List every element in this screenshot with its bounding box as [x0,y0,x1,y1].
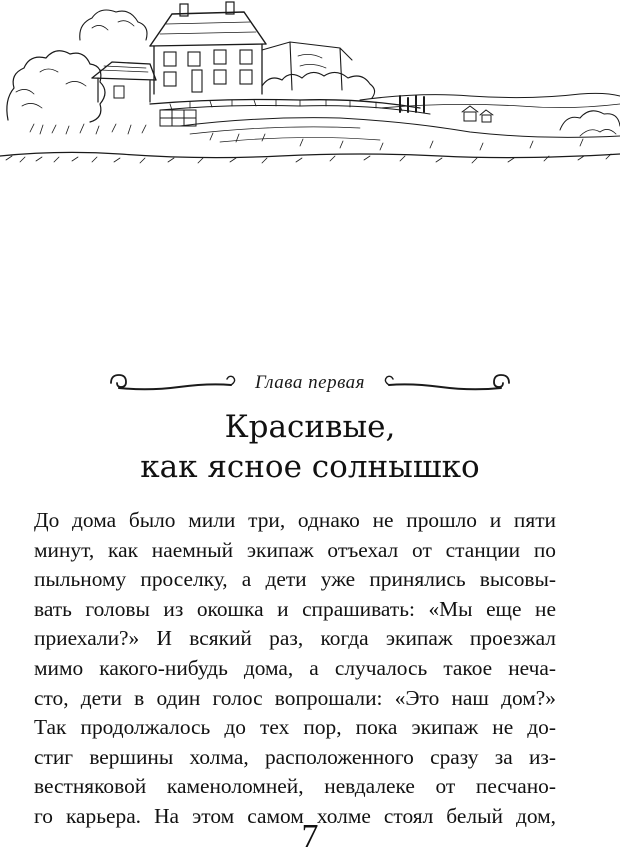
text-line: приехали?» И всякий раз, когда экипаж проезжал [34,626,556,651]
text-line: Так продолжалось до тех пор, пока экипаж не до- [34,715,556,740]
chapter-heading-row [80,368,540,398]
page-number: 7 [301,818,319,855]
text-line: сто, дети в один голос вопрошали: «Это наш дом?» [34,685,556,710]
left-flourish-icon [109,371,241,395]
chapter-title-line-2: как ясное солнышко [140,449,480,485]
text-line: вать головы из окошка и спрашивать: «Мы еще не [34,596,556,621]
text-line: мимо какого-нибудь дома, а случалось такое неча- [34,655,556,680]
body-paragraph [34,506,556,832]
cottage-illustration [0,0,620,175]
text-line: До дома было мили три, однако не прошло и пяти [34,508,556,532]
chapter-title-line-1: Красивые, [224,409,396,445]
text-line: го карьера. На этом самом холме стоял белый дом, [34,803,556,828]
text-line: пыльному проселку, а дети уже принялись высовы- [34,567,556,592]
right-flourish-icon [379,371,511,395]
text-line: минут, как наемный экипаж отъехал от станции по [34,537,556,562]
text-line: вестняковой каменоломней, невдалеке от песчано- [34,774,556,799]
chapter-label: Глава первая [254,372,366,393]
chapter-title [0,407,620,487]
text-line: стиг вершины холма, расположенного сразу за из- [34,744,556,769]
